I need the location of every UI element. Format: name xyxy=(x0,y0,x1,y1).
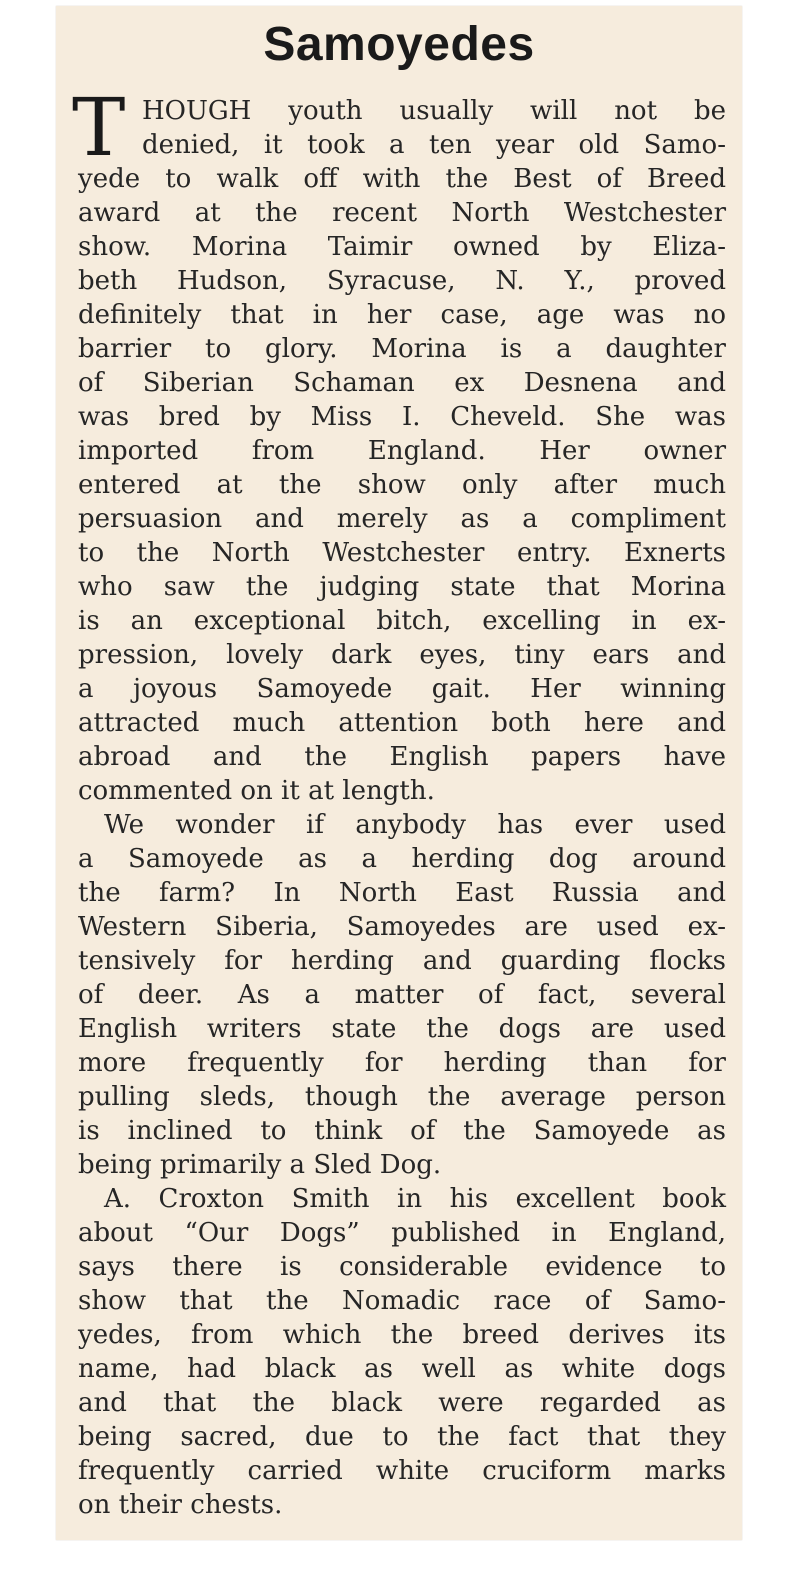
text-line: the farm? In North East Russia and xyxy=(78,878,726,908)
article-body xyxy=(72,81,726,1522)
text-line: Western Siberia, Samoyedes are used ex- xyxy=(78,912,726,942)
text-line: who saw the judging state that Morina xyxy=(78,572,726,602)
text-line: frequently carried white cruciform marks xyxy=(78,1456,726,1486)
text-line: attracted much attention both here and xyxy=(78,708,726,738)
text-line: says there is considerable evidence to xyxy=(78,1252,726,1282)
text-line: award at the recent North Westchester xyxy=(78,198,726,228)
text-line: was bred by Miss I. Cheveld. She was xyxy=(78,402,726,432)
text-line: a Samoyede as a herding dog around xyxy=(78,844,726,874)
text-line: a joyous Samoyede gait. Her winning xyxy=(78,674,726,704)
text-line: show. Morina Taimir owned by Eliza- xyxy=(78,232,726,262)
text-line: is an exceptional bitch, excelling in ex- xyxy=(78,606,726,636)
text-line: of deer. As a matter of fact, several xyxy=(78,980,726,1010)
text-line: show that the Nomadic race of Samo- xyxy=(78,1286,726,1316)
text-line: commented on it at length. xyxy=(78,776,435,806)
text-line: of Siberian Schaman ex Desnena and xyxy=(78,368,726,398)
text-line: about “Our Dogs” published in England, xyxy=(78,1218,726,1248)
text-line: persuasion and merely as a compliment xyxy=(78,504,726,534)
text-line: English writers state the dogs are used xyxy=(78,1014,726,1044)
text-line: to the North Westchester entry. Exnerts xyxy=(78,538,726,568)
paragraph-2 xyxy=(78,808,726,1182)
text-line: pulling sleds, though the average person xyxy=(78,1082,726,1112)
text-line: more frequently for herding than for xyxy=(78,1048,726,1078)
newspaper-clipping xyxy=(56,6,742,1540)
text-line: imported from England. Her owner xyxy=(78,436,726,466)
paragraph-1 xyxy=(72,81,726,808)
text-line: barrier to glory. Morina is a daughter xyxy=(78,334,726,364)
article-title: Samoyedes xyxy=(263,18,535,71)
text-line: being primarily a Sled Dog. xyxy=(78,1150,442,1180)
text-line: We wonder if anybody has ever used xyxy=(104,810,726,840)
text-line: definitely that in her case, age was no xyxy=(78,300,726,330)
text-line: name, had black as well as white dogs xyxy=(78,1354,726,1384)
text-line: tensively for herding and guarding flocks xyxy=(78,946,726,976)
text-line: yedes, from which the breed derives its xyxy=(78,1320,726,1350)
text-line: on their chests. xyxy=(78,1490,283,1520)
text-line: is inclined to think of the Samoyede as xyxy=(78,1116,726,1146)
paragraph-3 xyxy=(78,1182,726,1522)
text-line: denied, it took a ten year old Samo- xyxy=(142,130,726,160)
text-line: abroad and the English papers have xyxy=(78,742,726,772)
text-line: yede to walk off with the Best of Breed xyxy=(78,164,726,194)
text-line: and that the black were regarded as xyxy=(78,1388,726,1418)
text-line: HOUGH youth usually will not be xyxy=(142,96,726,126)
text-line: being sacred, due to the fact that they xyxy=(78,1422,726,1452)
text-line: entered at the show only after much xyxy=(78,470,726,500)
drop-cap: T xyxy=(72,81,126,174)
text-line: beth Hudson, Syracuse, N. Y., proved xyxy=(78,266,726,296)
text-line: pression, lovely dark eyes, tiny ears and xyxy=(78,640,726,670)
text-line: A. Croxton Smith in his excellent book xyxy=(104,1184,726,1214)
